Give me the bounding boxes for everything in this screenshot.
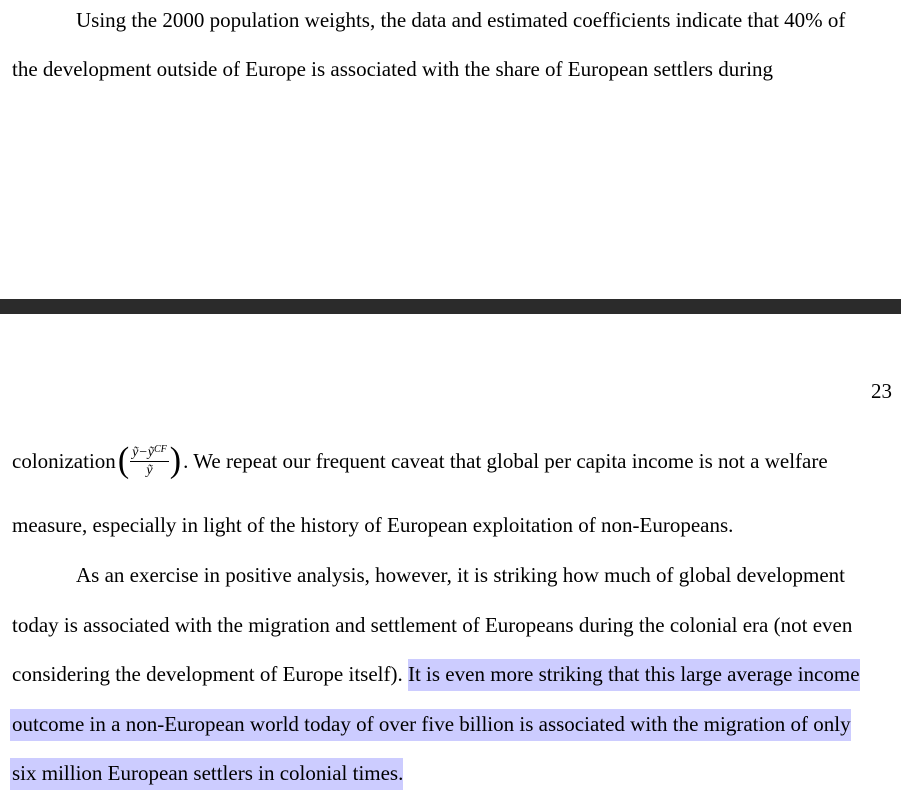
fraction-numerator (130, 445, 169, 462)
paragraph-line (10, 711, 851, 737)
fraction-denominator: ỹ (146, 462, 153, 478)
paragraph-line: today is associated with the migration and settlement of Europeans during the colonial era (not even (12, 613, 853, 637)
page-break-separator (0, 299, 901, 314)
text-caveat: . We repeat our frequent caveat that global per capita income is not a welfare (183, 448, 828, 473)
paragraph-line-with-formula (12, 441, 828, 480)
numerator-superscript: CF (154, 443, 167, 455)
left-paren-glyph: ( (117, 441, 130, 480)
numerator-base: ỹ−ỹ (132, 444, 155, 460)
right-paren-glyph: ) (169, 441, 182, 480)
paragraph-line (10, 760, 403, 786)
highlighted-text[interactable]: six million European settlers in colonial times. (10, 758, 403, 790)
text-colonization: colonization (12, 448, 116, 473)
paragraph-line: Using the 2000 population weights, the data and estimated coefficients indicate that 40% of (76, 8, 846, 32)
inline-formula (117, 441, 182, 480)
paragraph-line: measure, especially in light of the history of European exploitation of non-Europeans. (12, 513, 734, 537)
paragraph-line (12, 661, 860, 687)
highlighted-text[interactable]: outcome in a non-European world today of over five billion is associated with the migration of only (10, 709, 851, 741)
highlighted-text[interactable]: It is even more striking that this large average income (408, 659, 860, 691)
plain-text: considering the development of Europe itself). (12, 662, 408, 686)
paragraph-line: the development outside of Europe is associated with the share of European settlers during (12, 57, 774, 81)
page-number: 23 (871, 379, 892, 403)
paragraph-line: As an exercise in positive analysis, however, it is striking how much of global development (76, 563, 846, 587)
fraction (130, 445, 169, 478)
page-top (0, 0, 901, 300)
